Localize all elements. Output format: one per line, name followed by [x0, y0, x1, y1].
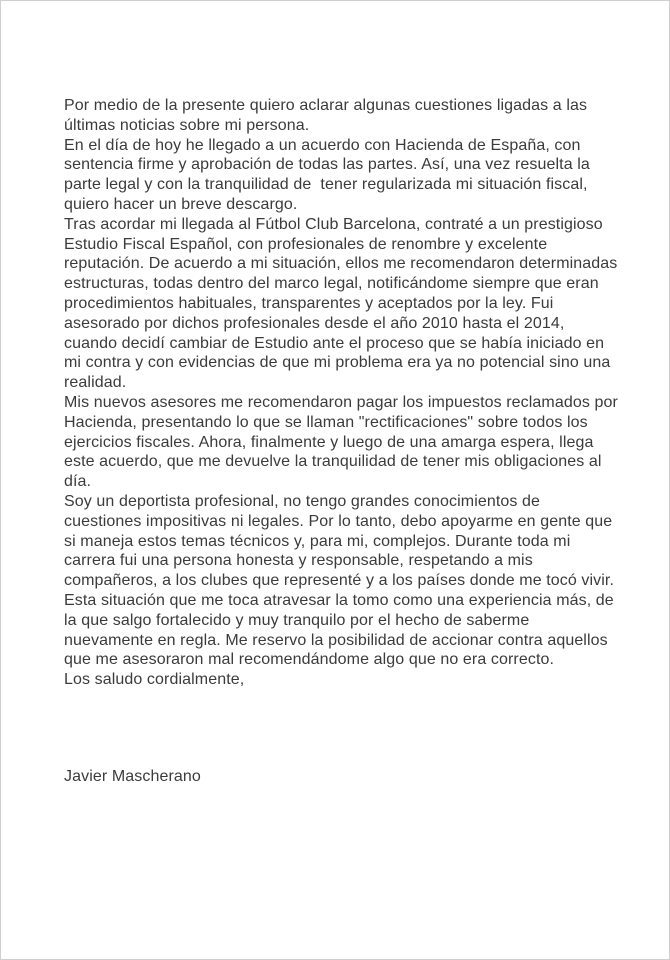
letter-paragraph-intro: Por medio de la presente quiero aclarar algunas cuestiones ligadas a las últimas noticias sobre mi persona. — [64, 97, 592, 134]
letter-paragraph-reflection: Soy un deportista profesional, no tengo grandes conocimientos de cuestiones impositivas ni legales. Por lo tanto, debo apoyarme en gente que si maneja estos temas técnicos y, para mi, complejos. Durante toda mi carrera fui una persona honesta y responsable, respetando a mis compañeros, a los clubes que representé y a los países donde me tocó vivir. Esta situación que me toca atravesar la tomo como una experiencia más, de la que salgo fortalecido y muy tranquilo por el hecho de saberme nuevamente en regla. Me reservo la posibilidad de accionar contra aquellos que me asesoraron mal recomendándome algo que no era correcto. — [64, 492, 619, 669]
letter-paragraph-rectifications: Mis nuevos asesores me recomendaron pagar los impuestos reclamados por Hacienda, presentando lo que se llaman "rectificaciones" sobre todos los ejercicios fiscales. Ahora, finalmente y luego de una amarga espera, llega este acuerdo, que me devuelve la tranquilidad de tener mis obligaciones al día. — [64, 393, 623, 491]
letter-closing: Los saludo cordialmente, — [64, 671, 245, 689]
letter-body — [64, 96, 623, 787]
letter-paragraph-advisors: Tras acordar mi llegada al Fútbol Club Barcelona, contraté a un prestigioso Estudio Fiscal Español, con profesionales de renombre y excelente reputación. De acuerdo a mi situación, ellos me recomendaron determinadas estructuras, todas dentro del marco legal, notificándome siempre que eran procedimientos habituales, transparentes y aceptados por la ley. Fui asesorado por dichos profesionales desde el año 2010 hasta el 2014, cuando decidí cambiar de Estudio ante el proceso que se había iniciado en mi contra y con evidencias de que mi problema era ya no potencial sino una realidad. — [64, 215, 622, 392]
letter-paragraph-agreement: En el día de hoy he llegado a un acuerdo con Hacienda de España, con sentencia firme y aprobación de todas las partes. Así, una vez resuelta la parte legal y con la tranquilidad de tener regularizada mi situación fiscal, quiero hacer un breve descargo. — [64, 136, 595, 213]
signature: Javier Mascherano — [64, 767, 201, 785]
